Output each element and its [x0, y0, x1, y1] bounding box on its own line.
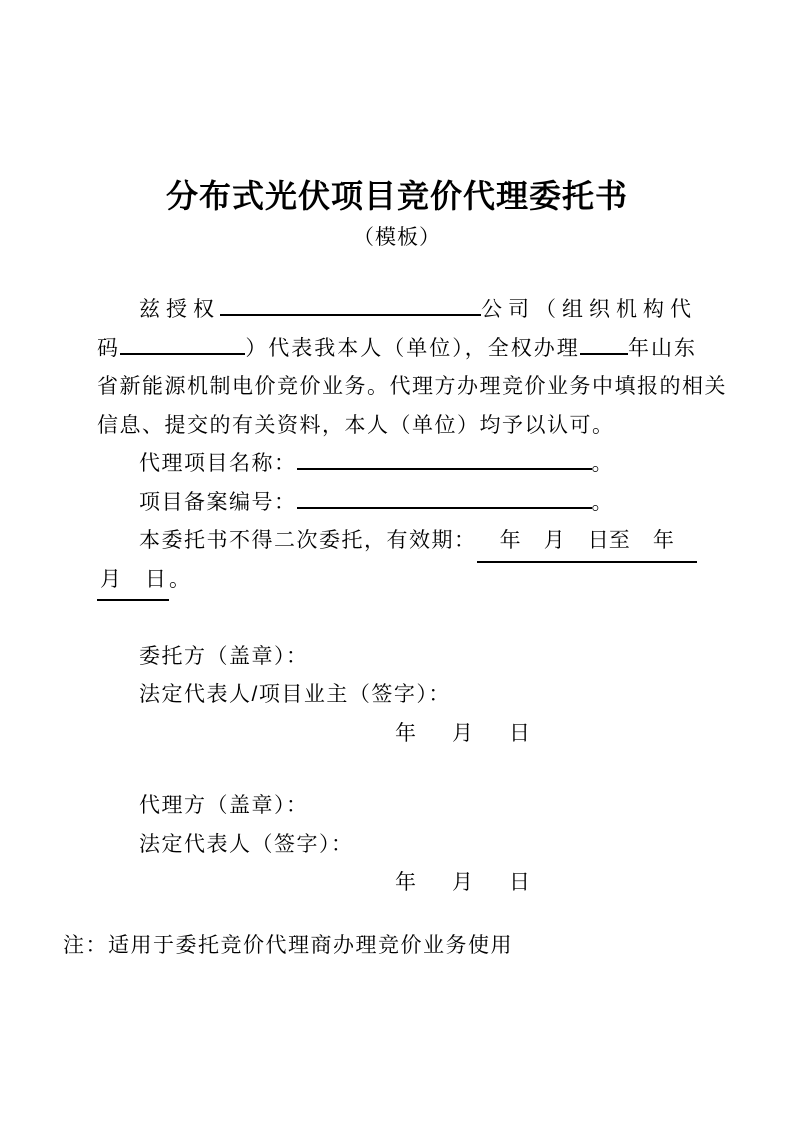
validity-line-1	[97, 522, 697, 561]
authorization-line-2	[97, 330, 697, 369]
spacer	[97, 599, 697, 638]
record-number-blank	[297, 507, 592, 509]
spacer	[97, 903, 697, 927]
authorization-line-1	[97, 291, 697, 330]
validity-year-start: 年	[499, 529, 521, 552]
project-name-blank	[297, 468, 592, 470]
validity-end-day: 日	[145, 567, 166, 591]
year-blank	[580, 353, 628, 355]
principal-sign-label: 法定代表人/项目业主（签字）：	[139, 683, 451, 706]
project-name-suffix: 。	[591, 452, 613, 475]
agent-date-line	[97, 864, 697, 903]
authorization-line1-post: 公司（组织机构代	[481, 298, 697, 321]
principal-date-line	[97, 715, 697, 754]
agent-date-year: 年	[395, 871, 416, 894]
agent-date-month: 月	[452, 871, 473, 894]
record-number-suffix: 。	[591, 490, 613, 514]
principal-date-day: 日	[509, 721, 530, 745]
agent-sign-label: 法定代表人（签字）：	[139, 832, 354, 856]
validity-month-start: 月	[543, 529, 565, 552]
authorization-line-3: 省新能源机制电价竞价业务。代理方办理竞价业务中填报的相关	[97, 375, 727, 398]
project-name-label: 代理项目名称：	[139, 452, 297, 475]
usage-note: 注：适用于委托竞价代理商办理竞价业务使用	[63, 933, 513, 957]
validity-line-2	[97, 561, 697, 600]
agent-date-day: 日	[509, 871, 530, 894]
document-content	[63, 0, 727, 965]
validity-line2-suffix: 。	[169, 567, 190, 591]
project-name-line	[97, 445, 697, 484]
authorization-line-4: 信息、提交的有关资料，本人（单位）均予以认可。	[97, 413, 615, 437]
authorization-line1-pre: 兹授权	[139, 298, 220, 321]
principal-date-month: 月	[452, 721, 473, 745]
company-name-blank	[220, 314, 481, 316]
validity-end-blank	[97, 561, 169, 602]
document-title: 分布式光伏项目竞价代理委托书	[165, 178, 628, 214]
principal-seal-label: 委托方（盖章）：	[139, 644, 309, 668]
document-subtitle: （模板）	[353, 226, 441, 249]
authorization-line2-post: 年山东	[628, 336, 697, 360]
agent-seal-label: 代理方（盖章）：	[139, 794, 309, 817]
validity-year-end: 年	[652, 529, 674, 552]
validity-date-blank	[477, 522, 698, 563]
authorization-line2-mid: ）代表我本人（单位），全权办理	[245, 336, 580, 360]
spacer	[97, 753, 697, 787]
record-number-label: 项目备案编号：	[139, 490, 297, 514]
org-code-blank	[120, 353, 245, 355]
record-number-line	[97, 484, 697, 523]
authorization-line2-pre: 码	[97, 336, 120, 360]
principal-date-year: 年	[395, 721, 416, 745]
validity-end-month: 月	[100, 567, 121, 591]
validity-label: 本委托书不得二次委托，有效期：	[139, 529, 477, 552]
validity-day-to: 日至	[587, 529, 630, 552]
